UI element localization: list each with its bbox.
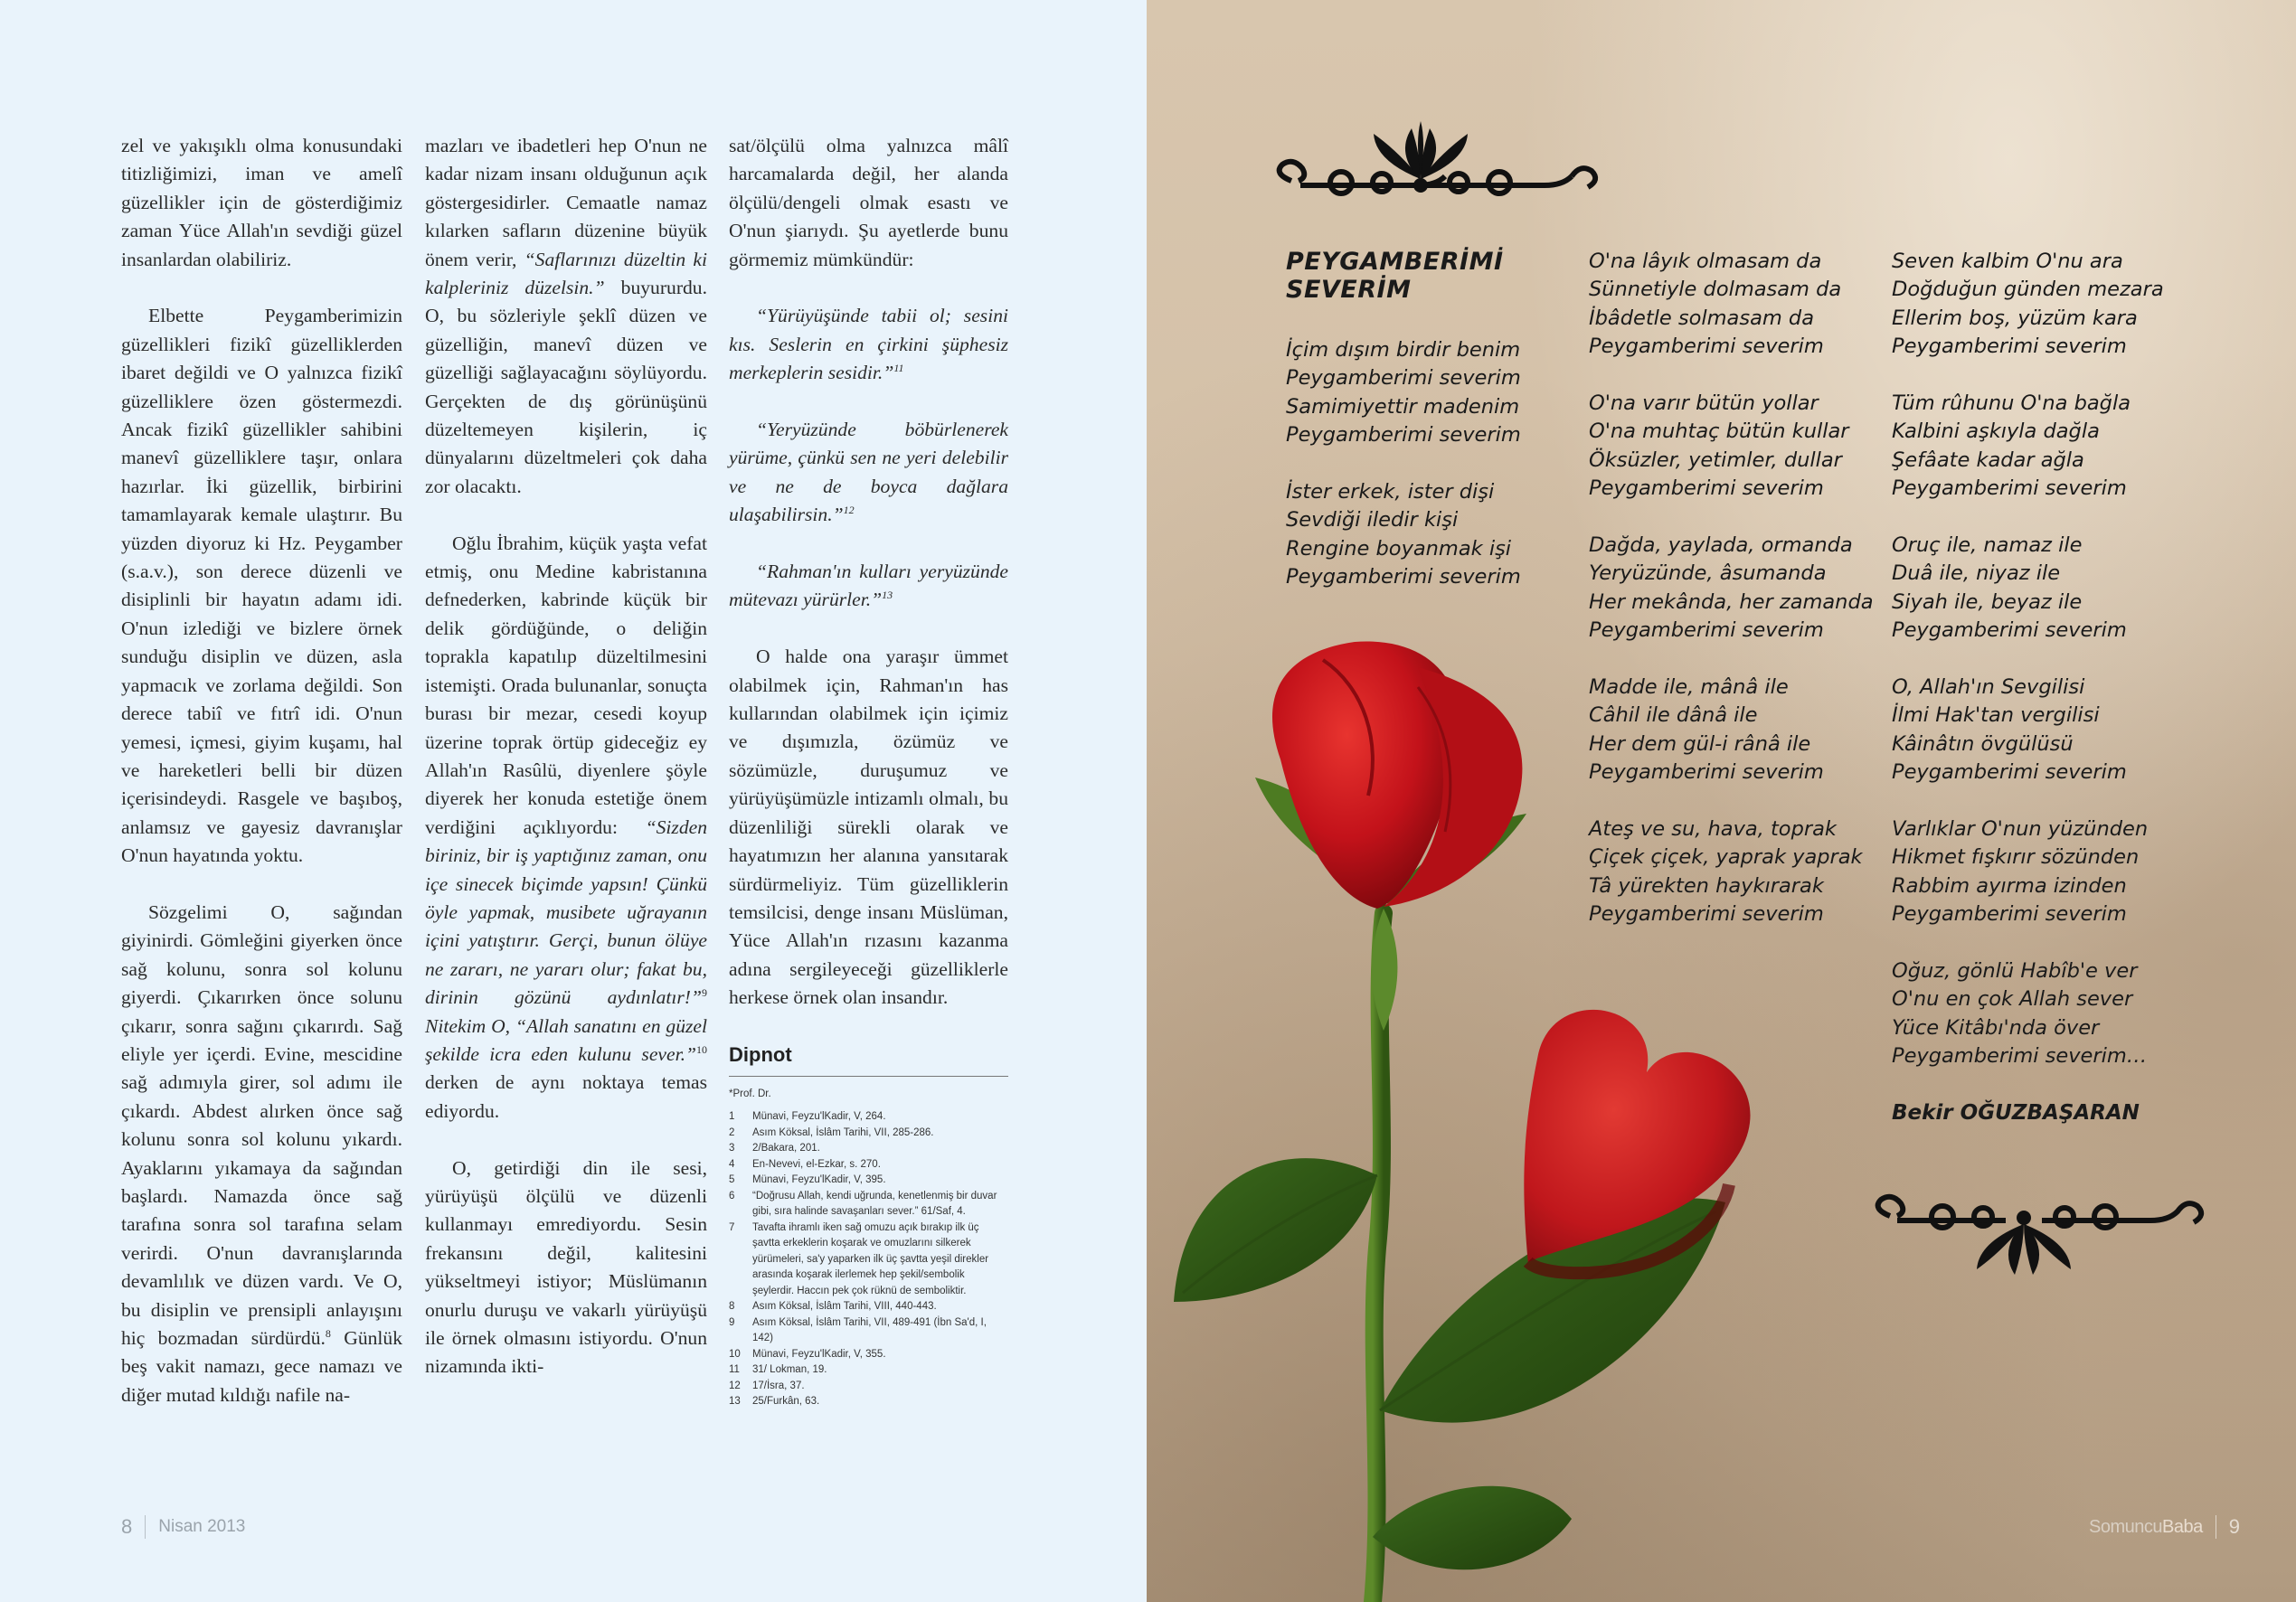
footnotes-title: Dipnot bbox=[729, 1041, 1008, 1077]
footnote-number: 5 bbox=[729, 1174, 735, 1186]
footnote-text: 25/Furkân, 63. bbox=[752, 1396, 820, 1408]
poem-line: İçim dışım birdir benim bbox=[1286, 338, 1521, 362]
footnote-text: 2/Bakara, 201. bbox=[752, 1143, 820, 1154]
footnote-text: “Doğrusu Allah, kendi uğrunda, kenetlenmiş bir duvar gibi, sıra halinde savaşanları sever.” 61/Saf, 4. bbox=[752, 1190, 997, 1218]
footnote-item bbox=[729, 1173, 1008, 1189]
page-footer-right bbox=[2089, 1515, 2240, 1539]
page-number: 8 bbox=[121, 1515, 133, 1538]
verse-text: “Yeryüzünde böbürlenerek yürüme, çünkü sen ne yeri delebilir ve ne de boyca dağlara ulaşabilirsin.” bbox=[729, 419, 1008, 526]
poem-line: Seven kalbim O'nu ara bbox=[1892, 250, 2123, 273]
verse-quote bbox=[729, 302, 1008, 387]
footnote-item bbox=[729, 1220, 1008, 1300]
paragraph: O halde ona yaraşır ümmet olabilmek için, Rahman'ın has kullarından olabilmek için içimiz ve dışımızla, özümüz ve sözümüzle, duruşumuz ve yürüyüşümüzle intizamlı olmalı, bu düzenliliği sürekli olarak ve hayatımızın her alanına yansıtarak sürdürmeliyiz. Tüm güzelliklerin temsilcisi, denge insanı Müslüman, Yüce Allah'ın rızasını kazanma adına sergileyeceği güzelliklerle herkese örnek olan insandır. bbox=[729, 646, 1008, 1009]
footnotes-section bbox=[729, 1041, 1008, 1410]
poem-line: Kalbini aşkıyla dağla bbox=[1892, 419, 2100, 444]
paragraph-text: Sözgelimi O, sağından giyinirdi. Gömleğini giyerken önce sağ kolunu, sonra sol kolunu giyerdi. Çıkarırken önce solunu çıkarır, sonra sağını çıkarırdı. Sağ eliyle yer içerdi. Evine, mescidine sağ adımıyla girer, sol adımı ile çıkardı. Abdest alırken önce sağ kolunu sonra sol kolunu yıkardı. Ayaklarını yıkamaya da sağından başlardı. Namazda önce sağ tarafına sonra sol tarafına selam verirdi. O'nun davranışlarında devamlılık ve düzen vardı. Ve O, bu disiplin ve prensipli anlayışını hiç bozmadan sürdürdü. bbox=[121, 900, 402, 1350]
footnote-text: Münavi, Feyzu'lKadir, V, 355. bbox=[752, 1348, 886, 1360]
footnote-item bbox=[729, 1315, 1008, 1347]
poem-stanza bbox=[1589, 815, 1874, 929]
poem-stanza bbox=[1892, 957, 2164, 1071]
paragraph bbox=[425, 530, 707, 1126]
paragraph bbox=[121, 899, 402, 1409]
poem-line: Ateş ve su, hava, toprak bbox=[1589, 817, 1837, 842]
poem-line: İster erkek, ister dişi bbox=[1286, 480, 1495, 504]
paragraph-text: derken de aynı noktaya temas ediyordu. bbox=[425, 1071, 707, 1122]
footnote-text: Münavi, Feyzu'lKadir, V, 395. bbox=[752, 1174, 886, 1186]
footnote-item bbox=[729, 1126, 1008, 1142]
footnote-item bbox=[729, 1394, 1008, 1410]
poem-line: Rabbim ayırma izinden bbox=[1892, 873, 2127, 898]
footnote-item bbox=[729, 1189, 1008, 1220]
poem-stanza bbox=[1286, 478, 1521, 592]
footnote-text: Asım Köksal, İslâm Tarihi, VIII, 440-443. bbox=[752, 1301, 937, 1313]
rose-bud bbox=[1272, 642, 1522, 909]
footnote-number: 2 bbox=[729, 1126, 735, 1138]
poem-column-3 bbox=[1892, 248, 2164, 1128]
footnote-item bbox=[729, 1362, 1008, 1379]
paragraph-text: mazları ve ibadetleri hep O'nun ne kadar nizam insanı olduğunun açık göstergesidirler. Cemaatle namaz kılarken safların düzenine büyük önem verir, bbox=[425, 135, 707, 270]
poem-line: Çiçek çiçek, yaprak yaprak bbox=[1589, 845, 1863, 870]
paragraph-text: Oğlu İbrahim, küçük yaşta vefat etmiş, onu Medine kabristanına defnederken, kabrinde küçük bir delik gördüğünde, o deliğin toprakla kapatılıp düzeltilmesini istemişti. Orada bulunanlar, sonuçta burası bir mezar, cesedi koyup üzerine toprak örtüp gideceğiz ey Allah'ın Rasûlü, diyenlere şöyle diyerek her konuda estetiğe önem verdiğini açıklıyordu: bbox=[425, 532, 707, 838]
ornament-bottom bbox=[1878, 1197, 2201, 1275]
verse-quote bbox=[729, 416, 1008, 530]
footnote-ref: 9 bbox=[702, 985, 707, 999]
poem-line: Oruç ile, namaz ile bbox=[1892, 533, 2083, 558]
footnote-number: 10 bbox=[729, 1348, 741, 1360]
poem-stanza bbox=[1892, 532, 2164, 646]
poem-line: Peygamberimi severim bbox=[1892, 618, 2127, 643]
footnote-item bbox=[729, 1379, 1008, 1395]
article-column-1 bbox=[121, 132, 402, 1438]
footnote-ref: 12 bbox=[843, 504, 855, 517]
footnote-text: En-Nevevi, el-Ezkar, s. 270. bbox=[752, 1158, 881, 1170]
footnote-number: 8 bbox=[729, 1301, 735, 1313]
poem-line: Peygamberimi severim bbox=[1286, 565, 1521, 589]
poem-stanza bbox=[1286, 336, 1521, 450]
poem-stanza bbox=[1892, 390, 2164, 504]
footnote-ref: 10 bbox=[696, 1042, 707, 1056]
footnote-number: 12 bbox=[729, 1380, 741, 1391]
poem-line: Peygamberimi severim bbox=[1589, 618, 1824, 643]
poem-line: Peygamberimi severim bbox=[1892, 335, 2127, 359]
poem-stanzas bbox=[1286, 336, 1521, 592]
poem-line: Her dem gül-i rânâ ile bbox=[1589, 731, 1811, 756]
poem-line: Hikmet fışkırır sözünden bbox=[1892, 845, 2140, 870]
poem-line: Samimiyettir madenim bbox=[1286, 394, 1520, 419]
hadith-quote: “Sizden biriniz, bir iş yaptığınız zaman, onu içe sinecek biçimde yapsın! Çünkü öyle yapmak, musibete uğrayanın içini yatıştırır. Gerçi, bunun ölüye ne zararı, ne yararı olur; fakat bu, dirinin gözünü aydınlatır!” bbox=[425, 815, 707, 1009]
poem-line: Câhil ile dânâ ile bbox=[1589, 703, 1758, 728]
footnote-number: 13 bbox=[729, 1396, 741, 1408]
ornament-top bbox=[1280, 121, 1596, 193]
leaf bbox=[1373, 1486, 1572, 1569]
footnote-text: 31/ Lokman, 19. bbox=[752, 1364, 827, 1376]
poem-line: Dağda, yaylada, ormanda bbox=[1589, 533, 1853, 558]
poem-line: Peygamberimi severim bbox=[1589, 760, 1824, 785]
footnote-number: 3 bbox=[729, 1143, 735, 1154]
poem-stanza bbox=[1589, 390, 1874, 504]
footnote-item bbox=[729, 1347, 1008, 1363]
poem-column-2 bbox=[1589, 248, 1874, 957]
poem-line: O'na varır bütün yollar bbox=[1589, 391, 1819, 416]
footnote-number: 4 bbox=[729, 1158, 735, 1170]
paragraph: O, getirdiği din ile sesi, yürüyüşü ölçülü ve düzenli kullanmayı emrediyordu. Sesin frekansını değil, kalitesini yükseltmeyi istiyor; Müslümanın onurlu duruşu ve vakarlı yürüyüşü ile örnek olmasını istiyordu. O'nun nizamında ikti- bbox=[425, 1156, 707, 1378]
verse-text: “Yürüyüşünde tabii ol; sesini kıs. Seslerin en çirkini şüphesiz merkeplerin sesidir.” bbox=[729, 305, 1008, 384]
page-number: 9 bbox=[2228, 1515, 2240, 1538]
footnote-number: 11 bbox=[729, 1364, 740, 1376]
footnote-item bbox=[729, 1157, 1008, 1173]
poem-column-1 bbox=[1286, 248, 1521, 620]
leaf bbox=[1174, 1158, 1377, 1302]
verse-quote bbox=[729, 558, 1008, 615]
poem-line: Peygamberimi severim bbox=[1892, 760, 2127, 785]
footnote-ref: 11 bbox=[893, 362, 904, 375]
poem-line: Peygamberimi severim bbox=[1589, 902, 1824, 927]
footnote-ref: 13 bbox=[882, 589, 893, 602]
poem-line: Kâinâtın övgülüsü bbox=[1892, 731, 2074, 756]
poem-line: Rengine boyanmak işi bbox=[1286, 536, 1512, 561]
poem-line: O, Allah'ın Sevgilisi bbox=[1892, 675, 2085, 700]
poem-line: Oğuz, gönlü Habîb'e ver bbox=[1892, 959, 2138, 984]
poem-stanza bbox=[1892, 815, 2164, 929]
poem-line: Öksüzler, yetimler, dullar bbox=[1589, 448, 1842, 472]
poem-line: Doğduğun günden mezara bbox=[1892, 278, 2164, 302]
footnote-text: Münavi, Feyzu'lKadir, V, 264. bbox=[752, 1111, 886, 1123]
poem-title-line: SEVERİM bbox=[1286, 276, 1412, 304]
poem-line: Peygamberimi severim bbox=[1589, 335, 1824, 359]
poem-line: Peygamberimi severim bbox=[1286, 366, 1521, 391]
left-page bbox=[0, 0, 1147, 1602]
poem-line: İbâdetle solmasam da bbox=[1589, 306, 1814, 330]
paragraph: zel ve yakışıklı olma konusundaki titizliğimizi, iman ve amelî güzellikler için de gösterdiğimiz zaman Yüce Allah'ın sevdiği güzel insanlardan olabiliriz. bbox=[121, 135, 402, 270]
poem-line: Yüce Kitâbı'nda över bbox=[1892, 1015, 2100, 1040]
footnote-text: Tavafta ihramlı iken sağ omuzu açık bırakıp ilk üç şavtta erkeklerin koşarak ve omuzlarını silkerek yürümeleri, sa'y yaparken ilk üç şavtta yeşil direkler arasında koşarak ilerlemek hep şekil/sembolik şeylerdir. Haccın pek çok rüknü de semboliktir. bbox=[752, 1221, 989, 1296]
right-page bbox=[1147, 0, 2296, 1602]
paragraph bbox=[425, 132, 707, 501]
poem-line: Peygamberimi severim bbox=[1892, 902, 2127, 927]
hadith-quote: “Saflarınızı düzeltin ki kalpleriniz düzelsin.” bbox=[425, 248, 707, 299]
poem-line: Her mekânda, her zamanda bbox=[1589, 589, 1874, 614]
logo-part: Baba bbox=[2162, 1516, 2203, 1537]
paragraph: sat/ölçülü olma yalnızca mâlî harcamalarda değil, her alanda ölçülü/dengeli olmak esastı ve O'nun şiarıydı. Şu ayetlerde bunu görmemiz mümkündür: bbox=[729, 135, 1008, 270]
verse-text: “Rahman'ın kulları yeryüzünde mütevazı yürürler.” bbox=[729, 561, 1008, 611]
poem-line: Peygamberimi severim bbox=[1589, 476, 1824, 501]
poem-line: Siyah ile, beyaz ile bbox=[1892, 589, 2083, 614]
poem-author: Bekir OĞUZBAŞARAN bbox=[1892, 1101, 2140, 1126]
poem-line: Sevdiği iledir kişi bbox=[1286, 508, 1459, 532]
logo-part: Somuncu bbox=[2089, 1516, 2163, 1537]
poem-line: Peygamberimi severim… bbox=[1892, 1044, 2148, 1069]
poem-stanza bbox=[1589, 674, 1874, 787]
poem-line: O'nu en çok Allah sever bbox=[1892, 987, 2133, 1012]
footnote-number: 9 bbox=[729, 1316, 735, 1328]
poem-title-line: PEYGAMBERİMİ bbox=[1286, 248, 1504, 276]
footnote-text: Asım Köksal, İslâm Tarihi, VII, 489-491 (İbn Sa'd, I, 142) bbox=[752, 1316, 987, 1344]
footnote-number: 6 bbox=[729, 1190, 735, 1202]
paragraph-text: buyururdu. O, bu sözleriyle şeklî düzen ve güzelliğin, manevî düzen ve güzelliği sağlayacağını söylüyordu. Gerçekten de dış görünüşünü düzeltemeyen kişilerin, iç dünyalarını düzeltmeleri çok daha zor olacaktı. bbox=[425, 277, 707, 497]
divider bbox=[145, 1515, 146, 1539]
poem-line: Şefâate kadar ağla bbox=[1892, 448, 2084, 472]
poem-line: Sünnetiyle dolmasam da bbox=[1589, 278, 1842, 302]
poem-line: Tâ yürekten haykırarak bbox=[1589, 873, 1824, 898]
poem-line: Madde ile, mânâ ile bbox=[1589, 675, 1789, 700]
footnote-number: 1 bbox=[729, 1111, 735, 1123]
footnote-text: 17/İsra, 37. bbox=[752, 1380, 805, 1391]
poem-line: Ellerim boş, yüzüm kara bbox=[1892, 306, 2138, 330]
poem-line: Peygamberimi severim bbox=[1892, 476, 2127, 501]
poem-stanza bbox=[1892, 674, 2164, 787]
footnote-ref: 8 bbox=[325, 1326, 331, 1340]
magazine-logo bbox=[2089, 1517, 2203, 1538]
poem-stanza bbox=[1892, 248, 2164, 362]
page-footer-left bbox=[121, 1515, 245, 1539]
poem-line: Varlıklar O'nun yüzünden bbox=[1892, 817, 2149, 842]
poem-line: Duâ ile, niyaz ile bbox=[1892, 561, 2061, 586]
poem-stanzas bbox=[1892, 248, 2164, 1071]
poem-line: İlmi Hak'tan vergilisi bbox=[1892, 703, 2100, 728]
poem-line: Tüm rûhunu O'na bağla bbox=[1892, 391, 2131, 416]
poem-title bbox=[1286, 248, 1521, 304]
article-column-2 bbox=[425, 132, 707, 1409]
hadith-quote: Nitekim O, “Allah sanatını en güzel şekilde icra eden kulunu sever.” bbox=[425, 1014, 707, 1065]
poem-line: Yeryüzünde, âsumanda bbox=[1589, 561, 1827, 586]
poem-stanza bbox=[1589, 532, 1874, 646]
issue-date: Nisan 2013 bbox=[158, 1517, 246, 1536]
poem-stanza bbox=[1589, 248, 1874, 362]
footnote-item bbox=[729, 1109, 1008, 1126]
footnote-text: Asım Köksal, İslâm Tarihi, VII, 285-286. bbox=[752, 1126, 934, 1138]
poem-line: O'na muhtaç bütün kullar bbox=[1589, 419, 1849, 444]
poem-stanzas bbox=[1589, 248, 1874, 929]
article-column-3 bbox=[729, 132, 1008, 1410]
footnote-number: 7 bbox=[729, 1221, 735, 1233]
paragraph: Elbette Peygamberimizin güzellikleri fizikî güzelliklerden ibaret değildi ve O yalnızca fizikî güzelliklere özen göstermezdi. Ancak fizikî güzellikler sahibini manevî güzelliklere taşır, onlara hazırlar. İki güzellik, birbirini tamamlayarak kemale ulaştırır. Bu yüzden diyoruz ki Hz. Peygamber (s.a.v.), son derece düzenli ve disiplinli bir hayatın adamı idi. O'nun izlediği ve bizlere örnek sunduğu disiplin ve düzen, asla yapmacık ve zorlama değildi. Son derece tabiî ve fıtrî idi. O'nun yemesi, içmesi, giyim kuşamı, hal ve hareketleri belli bir düzen içerisindeydi. Rasgele ve başıboş, anlamsız ve gayesiz davranışlar O'nun hayatında yoktu. bbox=[121, 305, 402, 867]
paragraph-text: Günlük beş vakit namazı, gece namazı ve diğer mutad kıldığı nafile na- bbox=[121, 1327, 402, 1406]
footnote-list bbox=[729, 1109, 1008, 1410]
poem-line: O'na lâyık olmasam da bbox=[1589, 250, 1822, 273]
footnote-item bbox=[729, 1141, 1008, 1157]
author-note: *Prof. Dr. bbox=[729, 1088, 771, 1100]
footnote-item bbox=[729, 1299, 1008, 1315]
poem-line: Peygamberimi severim bbox=[1286, 423, 1521, 448]
